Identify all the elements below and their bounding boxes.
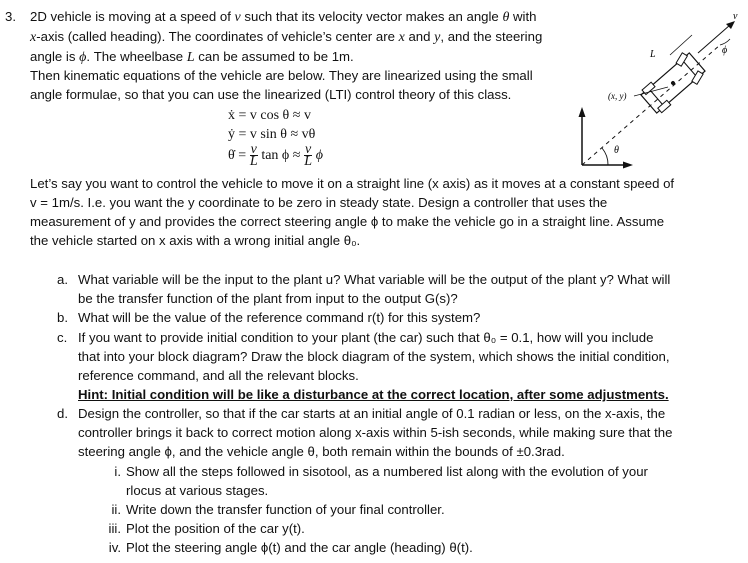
part-b-line-1: What will be the value of the reference command r(t) for this system? [78, 310, 481, 325]
vehicle-diagram [570, 5, 745, 175]
part-a-label: a. [57, 272, 68, 287]
wheelbase-line [670, 35, 692, 55]
eq3-fraction-1: $\frac{v}{L}$ [249, 142, 258, 170]
part-a-line-2: be the transfer function of the plant from input to the output G(s)? [78, 291, 458, 306]
part-d-line-3: steering angle ϕ, and the vehicle angle θ, both remain within the bounds of ±0.3rad. [78, 444, 565, 459]
sub-ii-line-1: Write down the transfer function of your final controller. [126, 502, 445, 517]
part-d-line-1: Design the controller, so that if the car starts at an initial angle of 0.1 radian or less, on the x-axis, the [78, 406, 666, 421]
rear-right-wheel [658, 100, 671, 112]
part-d-line-2: controller brings it back to correct motion along x-axis within 5-ish seconds, while making sure that the [78, 425, 673, 440]
body-line-4: the vehicle started on x axis with a wrong initial angle θ₀. [30, 233, 361, 248]
label-v: v [733, 11, 738, 22]
equation-x-dot: ẋ = v cos θ ≈ v [228, 108, 311, 123]
theta-arc [602, 148, 608, 165]
vehicle-body [638, 49, 708, 116]
sub-i-line-2: rlocus at various stages. [126, 483, 269, 498]
heading-dashed-line [582, 45, 720, 165]
sub-iv-label: iv. [108, 540, 121, 555]
body-line-2: v = 1m/s. I.e. you want the y coordinate to be zero in steady state. Design a controller that uses the [30, 195, 608, 210]
eq3-mid: tan ϕ ≈ [261, 148, 301, 163]
sub-iii-label: iii. [108, 521, 121, 536]
part-b-label: b. [57, 310, 68, 325]
part-c-line-1: If you want to provide initial condition to your plant (the car) such that θ₀ = 0.1, how will you include [78, 330, 654, 345]
part-c-label: c. [57, 330, 68, 345]
intro-line-1: 2D vehicle is moving at a speed of v such that its velocity vector makes an angle θ with [30, 9, 537, 25]
eq3-fraction-2: $\frac{v}{L}$ [304, 142, 312, 170]
intro-line-5: angle formulae, so that you can use the linearized (LTI) control theory of this class. [30, 87, 512, 102]
sub-iv-line-1: Plot the steering angle ϕ(t) and the car angle (heading) θ(t). [126, 540, 473, 555]
part-a-line-1: What variable will be the input to the plant u? What variable will be the output of the plant y? What will [78, 272, 671, 287]
intro-line-4: Then kinematic equations of the vehicle are below. They are linearized using the small [30, 68, 533, 83]
part-d-label: d. [57, 406, 68, 421]
body-line-1: Let’s say you want to control the vehicle to move it on a straight line (x axis) as it moves at a constant speed of [30, 176, 675, 191]
label-phi: ϕ [722, 45, 728, 56]
label-theta: θ [614, 145, 619, 156]
intro-line-2: x-axis (called heading). The coordinates of vehicle’s center are x and y, and the steering [30, 29, 543, 45]
y-axis-arrow-icon [579, 107, 586, 117]
part-c-line-2: that into your block diagram? Draw the block diagram of the system, which shows the initial condition, [78, 349, 670, 364]
vehicle-center-dot [670, 80, 676, 86]
eq3-lhs: θ̇ = [228, 148, 247, 163]
equation-theta-dot [228, 143, 323, 169]
problem-number: 3. [5, 9, 16, 24]
part-c-line-3: reference command, and all the relevant blocks. [78, 368, 359, 383]
eq3-rhs: ϕ [315, 148, 323, 163]
equation-y-dot: ẏ = v sin θ ≈ vθ [228, 127, 316, 142]
x-axis-arrow-icon [623, 162, 633, 169]
part-c-hint: Hint: Initial condition will be like a disturbance at the correct location, after some adjustments. [78, 387, 669, 402]
rear-left-wheel [642, 82, 655, 94]
label-L: L [650, 49, 656, 60]
sub-i-label: i. [114, 464, 121, 479]
intro-line-3: angle is ϕ. The wheelbase L can be assumed to be 1m. [30, 49, 354, 65]
label-xy: (x, y) [608, 91, 627, 101]
sub-ii-label: ii. [111, 502, 121, 517]
body-line-3: measurement of y and provides the correct steering angle ϕ to make the vehicle go in a straight line. Assume [30, 214, 665, 229]
sub-i-line-1: Show all the steps followed in sisotool, as a numbered list along with the evolution of your [126, 464, 648, 479]
sub-iii-line-1: Plot the position of the car y(t). [126, 521, 305, 536]
